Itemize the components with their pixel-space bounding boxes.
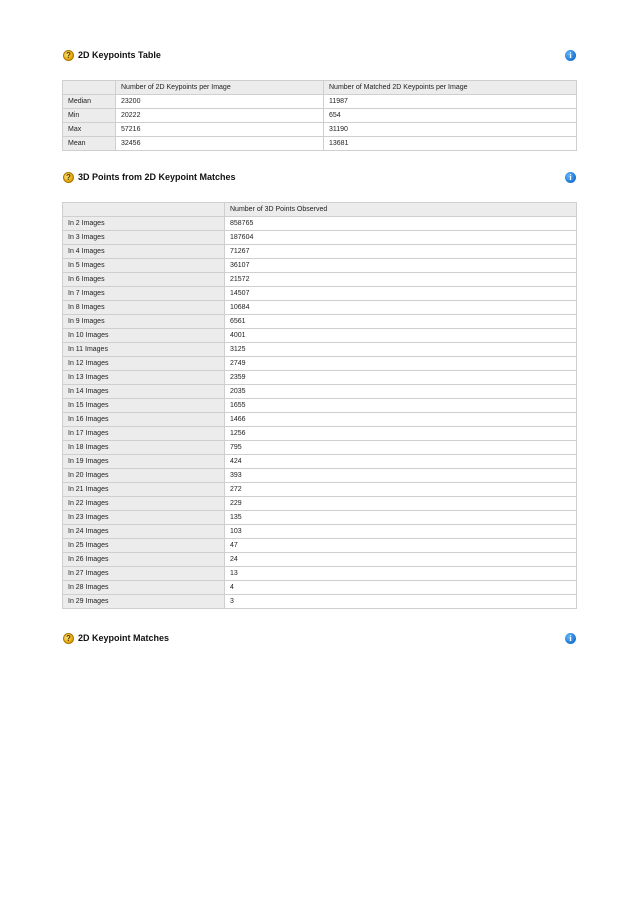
table-cell: 1466: [225, 413, 577, 427]
table-cell: 858765: [225, 217, 577, 231]
table-row: [63, 273, 577, 287]
table-row: [63, 553, 577, 567]
info-icon[interactable]: i: [565, 172, 576, 183]
table-cell: 2749: [225, 357, 577, 371]
table-row: [63, 455, 577, 469]
table-cell: 71267: [225, 245, 577, 259]
table-cell: 14507: [225, 287, 577, 301]
table-row: [63, 109, 577, 123]
row-label-cell: Min: [63, 109, 116, 123]
table-row: [63, 123, 577, 137]
table-cell: 2035: [225, 385, 577, 399]
row-label-cell: In 13 Images: [63, 371, 225, 385]
row-label-cell: In 16 Images: [63, 413, 225, 427]
table-row: [63, 137, 577, 151]
table-header-cell: [63, 81, 116, 95]
row-label-cell: In 14 Images: [63, 385, 225, 399]
table-cell: 20222: [116, 109, 324, 123]
table-row: [63, 245, 577, 259]
table-cell: 229: [225, 497, 577, 511]
table-header-row: [63, 81, 577, 95]
row-label-cell: In 7 Images: [63, 287, 225, 301]
table-row: [63, 385, 577, 399]
table-cell: 13: [225, 567, 577, 581]
row-label-cell: In 24 Images: [63, 525, 225, 539]
table-header-cell: Number of Matched 2D Keypoints per Image: [324, 81, 577, 95]
table-cell: 57216: [116, 123, 324, 137]
table-row: [63, 259, 577, 273]
table-cell: 1256: [225, 427, 577, 441]
table-cell: 47: [225, 539, 577, 553]
table-row: [63, 441, 577, 455]
section-title: 2D Keypoint Matches: [78, 633, 170, 643]
table-cell: 13681: [324, 137, 577, 151]
table-row: [63, 217, 577, 231]
info-icon[interactable]: i: [565, 50, 576, 61]
keypoints-table: [62, 80, 577, 151]
table-cell: 187604: [225, 231, 577, 245]
section-title: 3D Points from 2D Keypoint Matches: [78, 172, 236, 182]
table-row: [63, 343, 577, 357]
table-cell: 272: [225, 483, 577, 497]
table-cell: 31190: [324, 123, 577, 137]
row-label-cell: In 20 Images: [63, 469, 225, 483]
table-row: [63, 539, 577, 553]
table-cell: 3125: [225, 343, 577, 357]
table-row: [63, 399, 577, 413]
table-row: [63, 95, 577, 109]
table-row: [63, 287, 577, 301]
row-label-cell: Mean: [63, 137, 116, 151]
table-cell: 11987: [324, 95, 577, 109]
row-label-cell: In 3 Images: [63, 231, 225, 245]
row-label-cell: In 8 Images: [63, 301, 225, 315]
table-cell: 10684: [225, 301, 577, 315]
table-cell: 654: [324, 109, 577, 123]
row-label-cell: In 10 Images: [63, 329, 225, 343]
row-label-cell: Max: [63, 123, 116, 137]
section-title: 2D Keypoints Table: [78, 50, 161, 60]
3d-points-table: [62, 202, 577, 609]
row-label-cell: In 25 Images: [63, 539, 225, 553]
table-row: [63, 413, 577, 427]
table-row: [63, 595, 577, 609]
row-label-cell: In 12 Images: [63, 357, 225, 371]
table-cell: 424: [225, 455, 577, 469]
table-cell: 24: [225, 553, 577, 567]
table-row: [63, 371, 577, 385]
table-cell: 32456: [116, 137, 324, 151]
table-cell: 393: [225, 469, 577, 483]
row-label-cell: In 21 Images: [63, 483, 225, 497]
table-cell: 1655: [225, 399, 577, 413]
row-label-cell: In 2 Images: [63, 217, 225, 231]
help-icon[interactable]: ?: [63, 172, 74, 183]
row-label-cell: In 26 Images: [63, 553, 225, 567]
table-cell: 2359: [225, 371, 577, 385]
row-label-cell: In 5 Images: [63, 259, 225, 273]
row-label-cell: In 18 Images: [63, 441, 225, 455]
table-row: [63, 231, 577, 245]
table-row: [63, 315, 577, 329]
row-label-cell: In 4 Images: [63, 245, 225, 259]
table-row: [63, 483, 577, 497]
row-label-cell: In 11 Images: [63, 343, 225, 357]
table-cell: 23200: [116, 95, 324, 109]
table-row: [63, 525, 577, 539]
table-row: [63, 567, 577, 581]
table-header-cell: Number of 2D Keypoints per Image: [116, 81, 324, 95]
row-label-cell: In 19 Images: [63, 455, 225, 469]
table-cell: 795: [225, 441, 577, 455]
row-label-cell: In 23 Images: [63, 511, 225, 525]
table-cell: 4001: [225, 329, 577, 343]
help-icon[interactable]: ?: [63, 633, 74, 644]
table-cell: 4: [225, 581, 577, 595]
section-header-3d-points: [63, 171, 576, 189]
table-header-cell: [63, 203, 225, 217]
table-row: [63, 581, 577, 595]
help-icon[interactable]: ?: [63, 50, 74, 61]
row-label-cell: In 27 Images: [63, 567, 225, 581]
row-label-cell: In 28 Images: [63, 581, 225, 595]
row-label-cell: In 15 Images: [63, 399, 225, 413]
table-header-row: [63, 203, 577, 217]
table-cell: 3: [225, 595, 577, 609]
row-label-cell: In 6 Images: [63, 273, 225, 287]
row-label-cell: In 22 Images: [63, 497, 225, 511]
row-label-cell: In 17 Images: [63, 427, 225, 441]
section-header-keypoints-table: [63, 49, 576, 67]
table-cell: 6561: [225, 315, 577, 329]
row-label-cell: Median: [63, 95, 116, 109]
table-row: [63, 329, 577, 343]
table-row: [63, 427, 577, 441]
section-header-keypoint-matches: [63, 632, 576, 650]
table-cell: 103: [225, 525, 577, 539]
table-row: [63, 497, 577, 511]
table-row: [63, 469, 577, 483]
row-label-cell: In 9 Images: [63, 315, 225, 329]
info-icon[interactable]: i: [565, 633, 576, 644]
row-label-cell: In 29 Images: [63, 595, 225, 609]
table-row: [63, 301, 577, 315]
table-cell: 36107: [225, 259, 577, 273]
table-row: [63, 357, 577, 371]
table-cell: 21572: [225, 273, 577, 287]
table-row: [63, 511, 577, 525]
table-header-cell: Number of 3D Points Observed: [225, 203, 577, 217]
table-cell: 135: [225, 511, 577, 525]
